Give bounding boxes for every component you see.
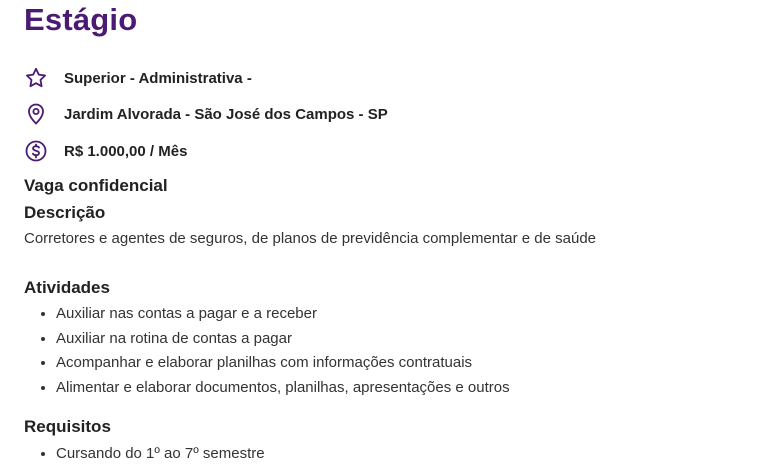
job-location-row (24, 102, 388, 126)
job-level-row (24, 66, 252, 90)
job-salary-row (24, 139, 187, 163)
map-pin-icon (24, 102, 48, 126)
requirements-heading: Requisitos (24, 417, 111, 436)
job-level: Superior - Administrativa - (64, 69, 252, 87)
description-heading: Descrição (24, 203, 106, 222)
job-salary: R$ 1.000,00 / Mês (64, 142, 188, 160)
activities-list (32, 302, 510, 400)
list-item: • Auxiliar nas contas a pagar e a receber (56, 302, 510, 327)
list-item: • Alimentar e elaborar documentos, planilhas, apresentações e outros (56, 376, 510, 401)
company-name: Vaga confidencial (24, 176, 168, 195)
dollar-circle-icon (24, 139, 48, 163)
list-item: • Acompanhar e elaborar planilhas com informações contratuais (56, 351, 510, 376)
description-text: Corretores e agentes de seguros, de planos de previdência complementar e de saúde (24, 230, 597, 247)
job-title: Estágio (24, 2, 138, 37)
requirements-list (32, 442, 265, 467)
list-item: • Cursando do 1º ao 7º semestre (56, 442, 265, 467)
job-location: Jardim Alvorada - São José dos Campos - SP (64, 105, 388, 123)
activities-heading: Atividades (24, 278, 110, 297)
list-item: • Auxiliar na rotina de contas a pagar (56, 327, 510, 352)
star-icon (24, 66, 48, 90)
